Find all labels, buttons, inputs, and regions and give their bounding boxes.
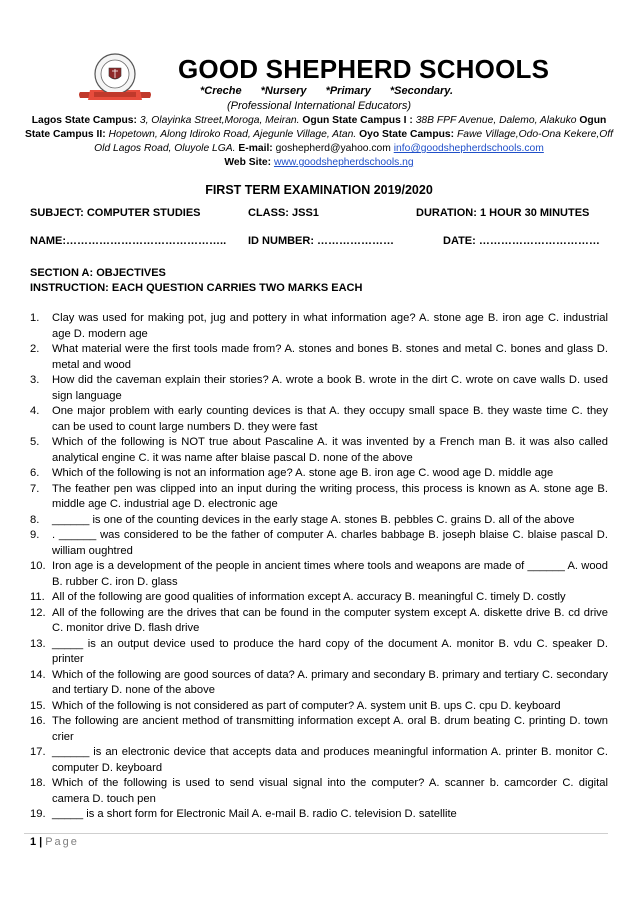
question-text: Which of the following is NOT true about Pascaline A. it was invented by a French man B. it was also called analytical engine C. it was name after blaise pascal D. none of the above: [52, 436, 608, 464]
footer-divider: [24, 833, 608, 834]
question-text: The following are ancient method of transmitting information except A. oral B. drum beating C. printing D. town crier: [52, 715, 608, 743]
level-secondary: *Secondary.: [389, 85, 454, 97]
question-item: [30, 528, 608, 559]
question-number: 14.: [30, 668, 46, 681]
question-number: 5.: [30, 436, 40, 448]
campus-label: Ogun State Campus II:: [24, 115, 607, 140]
class-label: CLASS: JSS1: [248, 207, 319, 219]
question-number: 19.: [30, 808, 46, 820]
question-number: 13.: [30, 637, 46, 650]
question-text: How did the caveman explain their stories? A. wrote a book B. wrote in the dirt C. wrote on cave walls D. used sign language: [52, 374, 608, 402]
question-item: [30, 745, 608, 776]
question-item: [30, 513, 608, 529]
question-text: Which of the following is used to send visual signal into the computer? A. scanner b. camcorder C. digital camera D. touch pen: [52, 777, 608, 805]
website-label: Web Site:: [224, 157, 272, 168]
question-text: _____ is a short form for Electronic Mail A. e-mail B. radio C. television D. satellite: [52, 808, 457, 820]
campus-label: Oyo State Campus:: [359, 129, 455, 140]
question-number: 9.: [30, 529, 40, 541]
email-primary: goshepherd@yahoo.com: [275, 143, 391, 154]
question-item: [30, 714, 608, 745]
question-number: 2.: [30, 343, 40, 355]
question-text: ______ is an electronic device that accepts data and produces meaningful information A. printer B. monitor C. computer D. keyboard: [52, 746, 608, 774]
page-word: Page: [45, 836, 79, 848]
question-number: 18.: [30, 777, 46, 789]
question-number: 12.: [30, 606, 46, 619]
question-item: [30, 311, 608, 342]
footer-separator: |: [39, 836, 43, 848]
question-text: Which of the following is not considered as part of computer? A. system unit B. ups C. cpu D. keyboard: [52, 699, 561, 712]
exam-title: FIRST TERM EXAMINATION 2019/2020: [205, 183, 433, 197]
question-item: [30, 373, 608, 404]
question-text: Which of the following are good sources of data? A. primary and secondary B. primary and tertiary C. secondary and tertiary D. none of the above: [52, 668, 608, 696]
question-number: 10.: [30, 560, 46, 572]
campus-label: Lagos State Campus:: [31, 115, 137, 126]
question-text: _____ is an output device used to produce the hard copy of the document A. monitor B. vdu C. speaker D. printer: [52, 637, 608, 665]
level-creche: *Creche: [200, 85, 242, 97]
question-number: 3.: [30, 374, 40, 386]
school-levels: [200, 85, 467, 97]
campus-address: Hopetown, Along Idiroko Road, Ajegunle Village, Atan.: [108, 129, 357, 140]
question-item: [30, 776, 608, 807]
question-text: Which of the following is not an information age? A. stone age B. iron age C. wood age D. middle age: [52, 467, 554, 479]
date-field: DATE: ……………………………: [443, 235, 600, 247]
question-number: 16.: [30, 715, 46, 727]
name-field: NAME:……………………………………..: [30, 235, 227, 247]
question-number: 1.: [30, 312, 40, 324]
id-number-field: ID NUMBER: …………………: [248, 235, 395, 247]
email-link[interactable]: info@goodshepherdschools.com: [393, 143, 544, 154]
website-link[interactable]: www.goodshepherdschools.ng: [273, 157, 414, 168]
question-item: [30, 404, 608, 435]
question-item: [30, 606, 608, 637]
question-item: [30, 559, 608, 590]
question-item: [30, 807, 608, 823]
question-text: Iron age is a development of the people in ancient times where tools and weapons are made of ______ A. wood B. rubber C. iron D. glass: [52, 560, 608, 588]
page-number: 1: [30, 836, 37, 848]
school-tagline: (Professional International Educators): [226, 100, 412, 112]
page-footer: [30, 836, 79, 848]
question-list: [30, 311, 608, 823]
question-item: [30, 668, 608, 699]
campus-address: Fawe Village,Odo-Ona Kekere,Off Old Lagos Road, Oluyole LGA.: [94, 129, 614, 154]
question-number: 6.: [30, 467, 40, 479]
question-text: ______ is one of the counting devices in the early stage A. stones B. pebbles C. grains D. all of the above: [52, 513, 575, 526]
question-text: . ______ was considered to be the father of computer A. charles babbage B. joseph blaise C. blaise pascal D. william oughtred: [52, 529, 608, 557]
subject-label: SUBJECT: COMPUTER STUDIES: [30, 207, 201, 219]
question-number: 4.: [30, 405, 40, 417]
question-number: 8.: [30, 513, 40, 526]
question-text: All of the following are good qualities of information except A. accuracy B. meaningful C. timely D. costly: [52, 591, 566, 603]
question-text: What material were the first tools made from? A. stones and bones B. stones and metal C. bones and glass D. metal and wood: [52, 343, 608, 371]
question-item: [30, 435, 608, 466]
question-item: [30, 699, 608, 715]
campus-address: 3, Olayinka Street,Moroga, Meiran.: [139, 115, 300, 126]
question-number: 11.: [30, 591, 45, 603]
email-label: E-mail:: [238, 143, 273, 154]
section-header: [30, 266, 362, 296]
question-number: 17.: [30, 746, 46, 758]
question-number: 7.: [30, 482, 40, 495]
school-name: GOOD SHEPHERD SCHOOLS: [178, 54, 550, 84]
question-number: 15.: [30, 699, 46, 712]
level-primary: *Primary: [325, 85, 371, 97]
level-nursery: *Nursery: [260, 85, 307, 97]
question-item: [30, 590, 608, 606]
section-instruction: INSTRUCTION: EACH QUESTION CARRIES TWO MARKS EACH: [30, 282, 363, 294]
question-text: One major problem with early counting devices is that A. they occupy small space B. they waste time C. they can be used to count large numbers D. they were fast: [52, 405, 608, 433]
campus-address: 38B FPF Avenue, Dalemo, Alakuko: [415, 115, 577, 126]
question-item: [30, 342, 608, 373]
school-crest-icon: [76, 52, 154, 104]
section-title: SECTION A: OBJECTIVES: [30, 267, 166, 279]
duration-label: DURATION: 1 HOUR 30 MINUTES: [416, 207, 590, 219]
question-text: Clay was used for making pot, jug and pottery in what information age? A. stone age B. iron age C. industrial age D. modern age: [52, 312, 608, 340]
question-text: The feather pen was clipped into an input during the writing process, this process is known as A. stone age B. middle age C. industrial age D. electronic age: [52, 482, 608, 510]
campus-addresses: [20, 114, 618, 170]
question-text: All of the following are the drives that can be found in the computer system except A. diskette drive B. cd drive C. monitor drive D. flash drive: [52, 606, 608, 634]
question-item: [30, 637, 608, 668]
campus-label: Ogun State Campus I :: [302, 115, 413, 126]
question-item: [30, 466, 608, 482]
question-item: [30, 482, 608, 513]
